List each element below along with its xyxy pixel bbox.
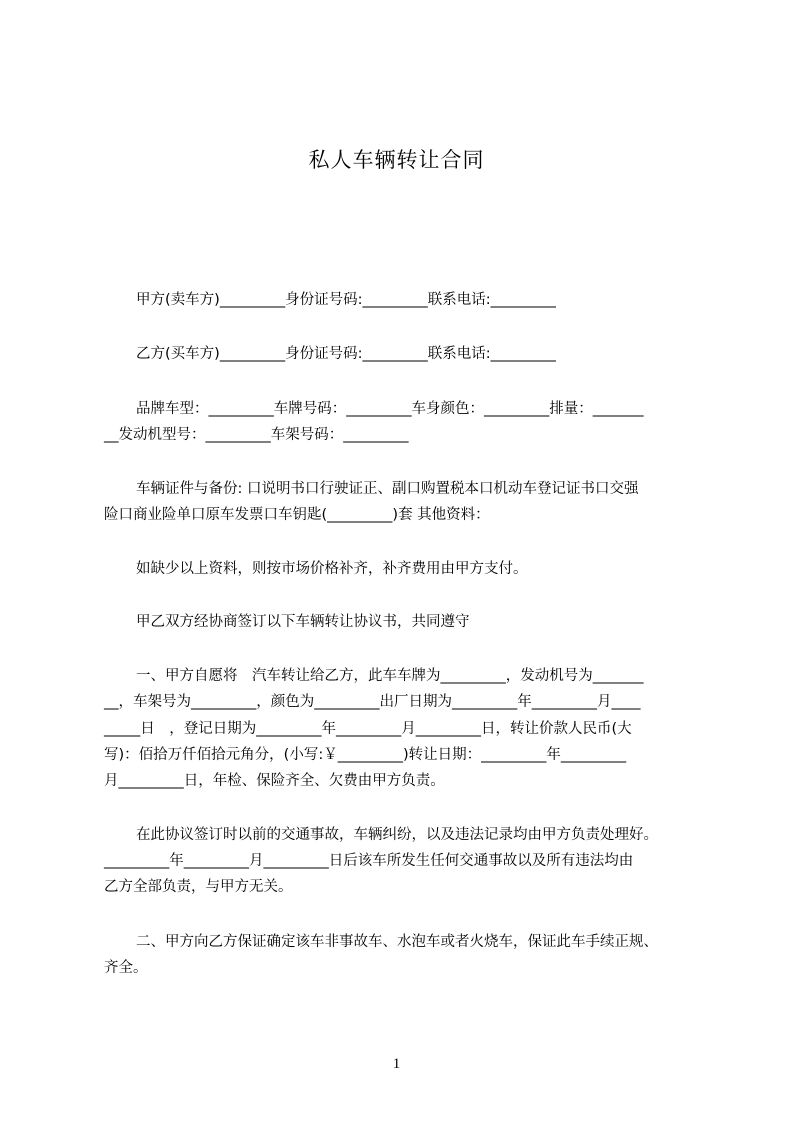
liability-paragraph-line: _________年_________月_________日后该车所发生任何交通事故以及所有违法均由 — [104, 853, 634, 869]
missing-docs-paragraph: 如缺少以上资料，则按市场价格补齐，补齐费用由甲方支付。 — [136, 561, 528, 577]
liability-paragraph-line: 乙方全部负责，与甲方无关。 — [104, 879, 293, 895]
clause-two-line: 齐全。 — [104, 960, 148, 976]
vehicle-info-line: 品牌车型：_________车牌号码：_________车身颜色：_________排量：_______ — [136, 401, 644, 417]
clause-one-line: 月_________日，年检、保险齐全、欠费由甲方负责。 — [104, 773, 445, 789]
agreement-intro-paragraph: 甲乙双方经协商签订以下车辆转让协议书，共同遵守 — [136, 614, 470, 630]
clause-one-line: __，车架号为_________，颜色为_________出厂日期为_________年_________月____ — [104, 694, 641, 710]
clause-one-line: 一、甲方自愿将 汽车转让给乙方，此车车牌为_________，发动机号为_______ — [136, 668, 644, 684]
document-title: 私人车辆转让合同 — [308, 148, 485, 172]
clause-one-line: 写)：佰拾万仟佰拾元角分，(小写:￥_________)转让日期：_________年_________ — [104, 747, 627, 763]
party-b-line: 乙方(买车方)_________身份证号码:_________联系电话:_________ — [136, 346, 556, 362]
clause-one-line: _____日 ，登记日期为_________年_________月_________日，转让价款人民币(大 — [104, 721, 632, 737]
documents-line: 险口商业险单口原车发票口车钥匙(_________)套 其他资料： — [104, 507, 490, 523]
liability-paragraph-line: 在此协议签订时以前的交通事故，车辆纠纷，以及违法记录均由甲方负责处理好。 — [136, 827, 658, 843]
clause-two-line: 二、甲方向乙方保证确定该车非事故车、水泡车或者火烧车，保证此车手续正规、 — [136, 934, 658, 950]
party-a-line: 甲方(卖车方)_________身份证号码:_________联系电话:_________ — [136, 292, 556, 308]
documents-line: 车辆证件与备份: 口说明书口行驶证正、副口购置税本口机动车登记证书口交强 — [136, 481, 639, 497]
page-number: 1 — [392, 1056, 401, 1072]
vehicle-info-line: __发动机型号：_________车架号码：_________ — [104, 427, 409, 443]
